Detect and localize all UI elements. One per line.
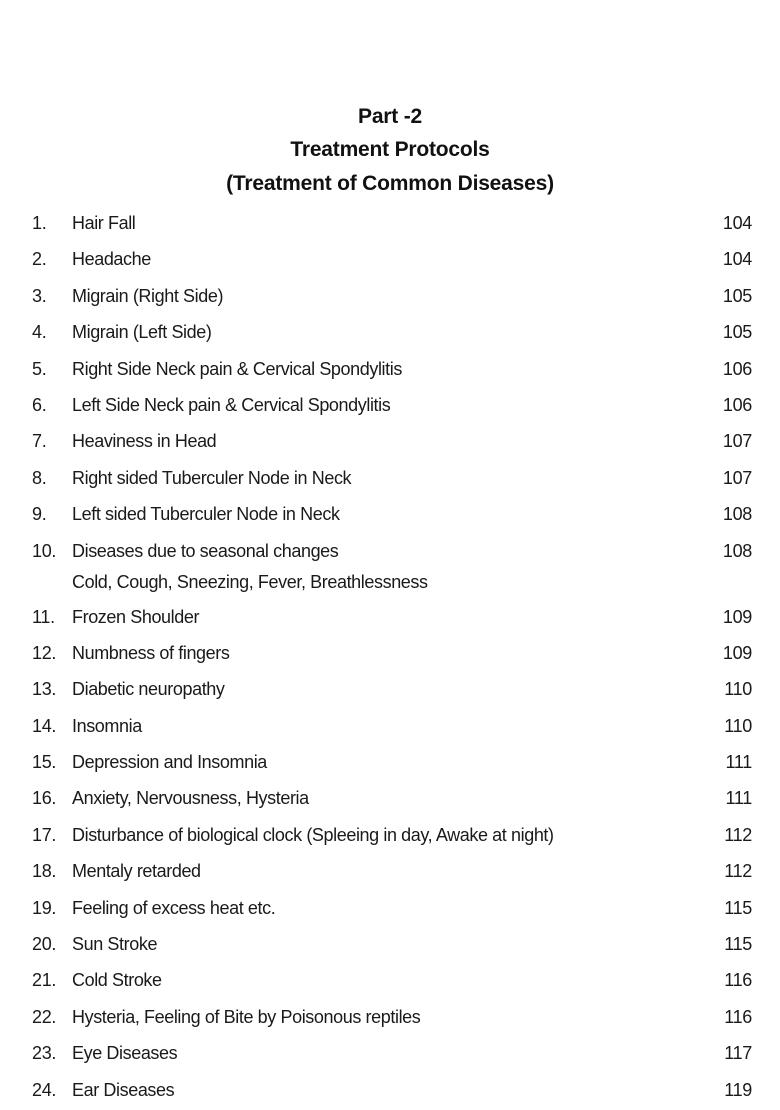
entry-page: 112 [724,824,752,845]
entry-title: Ear Diseases [72,1079,175,1100]
entry-title: Mentaly retarded [72,861,201,882]
entry-page: 106 [722,358,752,379]
entry-title: Migrain (Left Side) [72,322,212,343]
entry-title: Left Side Neck pain & Cervical Spondylitis [72,394,391,415]
entry-page: 107 [722,431,752,452]
entry-number: 19. [32,897,57,918]
entry-title: Sun Stroke [72,934,158,955]
entry-title: Right sided Tuberculer Node in Neck [72,467,352,488]
entry-number: 22. [32,1006,57,1027]
entry-page: 104 [722,213,752,233]
toc-entry [0,855,780,891]
entry-page: 112 [724,861,752,882]
toc-entry [0,819,780,855]
entry-title: Left sided Tuberculer Node in Neck [72,504,340,525]
entry-title: Hair Fall [72,213,136,233]
entry-number: 13. [32,679,57,700]
entry-title: Hysteria, Feeling of Bite by Poisonous reptiles [72,1006,421,1027]
toc-entry [0,1001,780,1037]
entry-number: 16. [32,788,57,809]
entry-title: Anxiety, Nervousness, Hysteria [72,788,309,809]
entry-page: 109 [722,606,752,627]
entry-title: Diseases due to seasonal changes [72,540,339,561]
entry-page: 109 [722,642,752,663]
entry-page: 106 [722,394,752,415]
toc-entry [0,316,780,352]
entry-title: Frozen Shoulder [72,606,200,627]
entry-title: Headache [72,249,151,270]
toc-entry [0,243,780,279]
toc-entry [0,928,780,964]
entry-number: 14. [32,715,57,736]
toc-entry [0,535,780,601]
toc-entry [0,637,780,673]
entry-title: Numbness of fingers [72,642,230,663]
entry-page: 108 [722,540,752,561]
entry-subtitle: Cold, Cough, Sneezing, Fever, Breathlessness [72,571,428,592]
section-subtitle: (Treatment of Common Diseases) [226,172,554,195]
entry-number: 24. [32,1079,57,1100]
entry-number: 6. [32,394,47,415]
entry-title: Diabetic neuropathy [72,679,225,700]
entry-number: 5. [32,358,47,379]
entry-title-block [72,541,672,593]
toc-entry [0,280,780,316]
entry-page: 115 [724,897,752,918]
toc-entry [0,425,780,461]
entry-title: Depression and Insomnia [72,752,267,773]
toc-entry [0,353,780,389]
entry-number: 8. [32,467,47,488]
toc-entry [0,1037,780,1073]
entry-number: 10. [32,540,57,561]
entry-title: Migrain (Right Side) [72,285,224,306]
entry-page: 108 [722,504,752,525]
toc-entry [0,964,780,1000]
toc-entry [0,782,780,818]
toc-entry [0,498,780,534]
entry-title: Right Side Neck pain & Cervical Spondylitis [72,358,402,379]
toc-entry [0,601,780,637]
entry-number: 3. [32,285,47,306]
entry-page: 107 [722,467,752,488]
entry-number: 1. [32,213,47,233]
entry-page: 105 [722,285,752,306]
toc-entry [0,746,780,782]
entry-number: 4. [32,322,47,343]
toc-entry [0,673,780,709]
toc-entry [0,1074,780,1110]
entry-page: 111 [725,752,752,773]
entry-number: 12. [32,642,57,663]
toc-entry [0,462,780,498]
entry-number: 11. [32,606,55,627]
section-title: Treatment Protocols [290,138,490,161]
entry-number: 18. [32,861,57,882]
entry-page: 117 [724,1043,752,1064]
toc-entry [0,710,780,746]
entry-page: 116 [724,1006,752,1027]
entry-number: 15. [32,752,57,773]
entry-title: Eye Diseases [72,1043,178,1064]
entry-number: 9. [32,504,47,525]
entry-number: 17. [32,824,57,845]
table-of-contents [0,207,780,1110]
part-heading: Part -2 [358,105,422,128]
toc-entry [0,389,780,425]
entry-number: 2. [32,249,47,270]
entry-page: 116 [724,970,752,991]
entry-title: Heaviness in Head [72,431,217,452]
entry-number: 7. [32,431,47,452]
toc-entry [0,207,780,243]
entry-page: 105 [722,322,752,343]
entry-title: Feeling of excess heat etc. [72,897,276,918]
entry-page: 111 [725,788,752,809]
entry-page: 110 [724,679,752,700]
entry-title: Insomnia [72,715,142,736]
entry-page: 115 [724,934,752,955]
entry-page: 119 [724,1079,752,1100]
entry-number: 20. [32,934,57,955]
toc-entry [0,892,780,928]
entry-page: 104 [722,249,752,270]
entry-number: 21. [32,970,57,991]
entry-number: 23. [32,1043,57,1064]
entry-page: 110 [724,715,752,736]
entry-title: Disturbance of biological clock (Spleeing in day, Awake at night) [72,824,554,845]
entry-title: Cold Stroke [72,970,162,991]
